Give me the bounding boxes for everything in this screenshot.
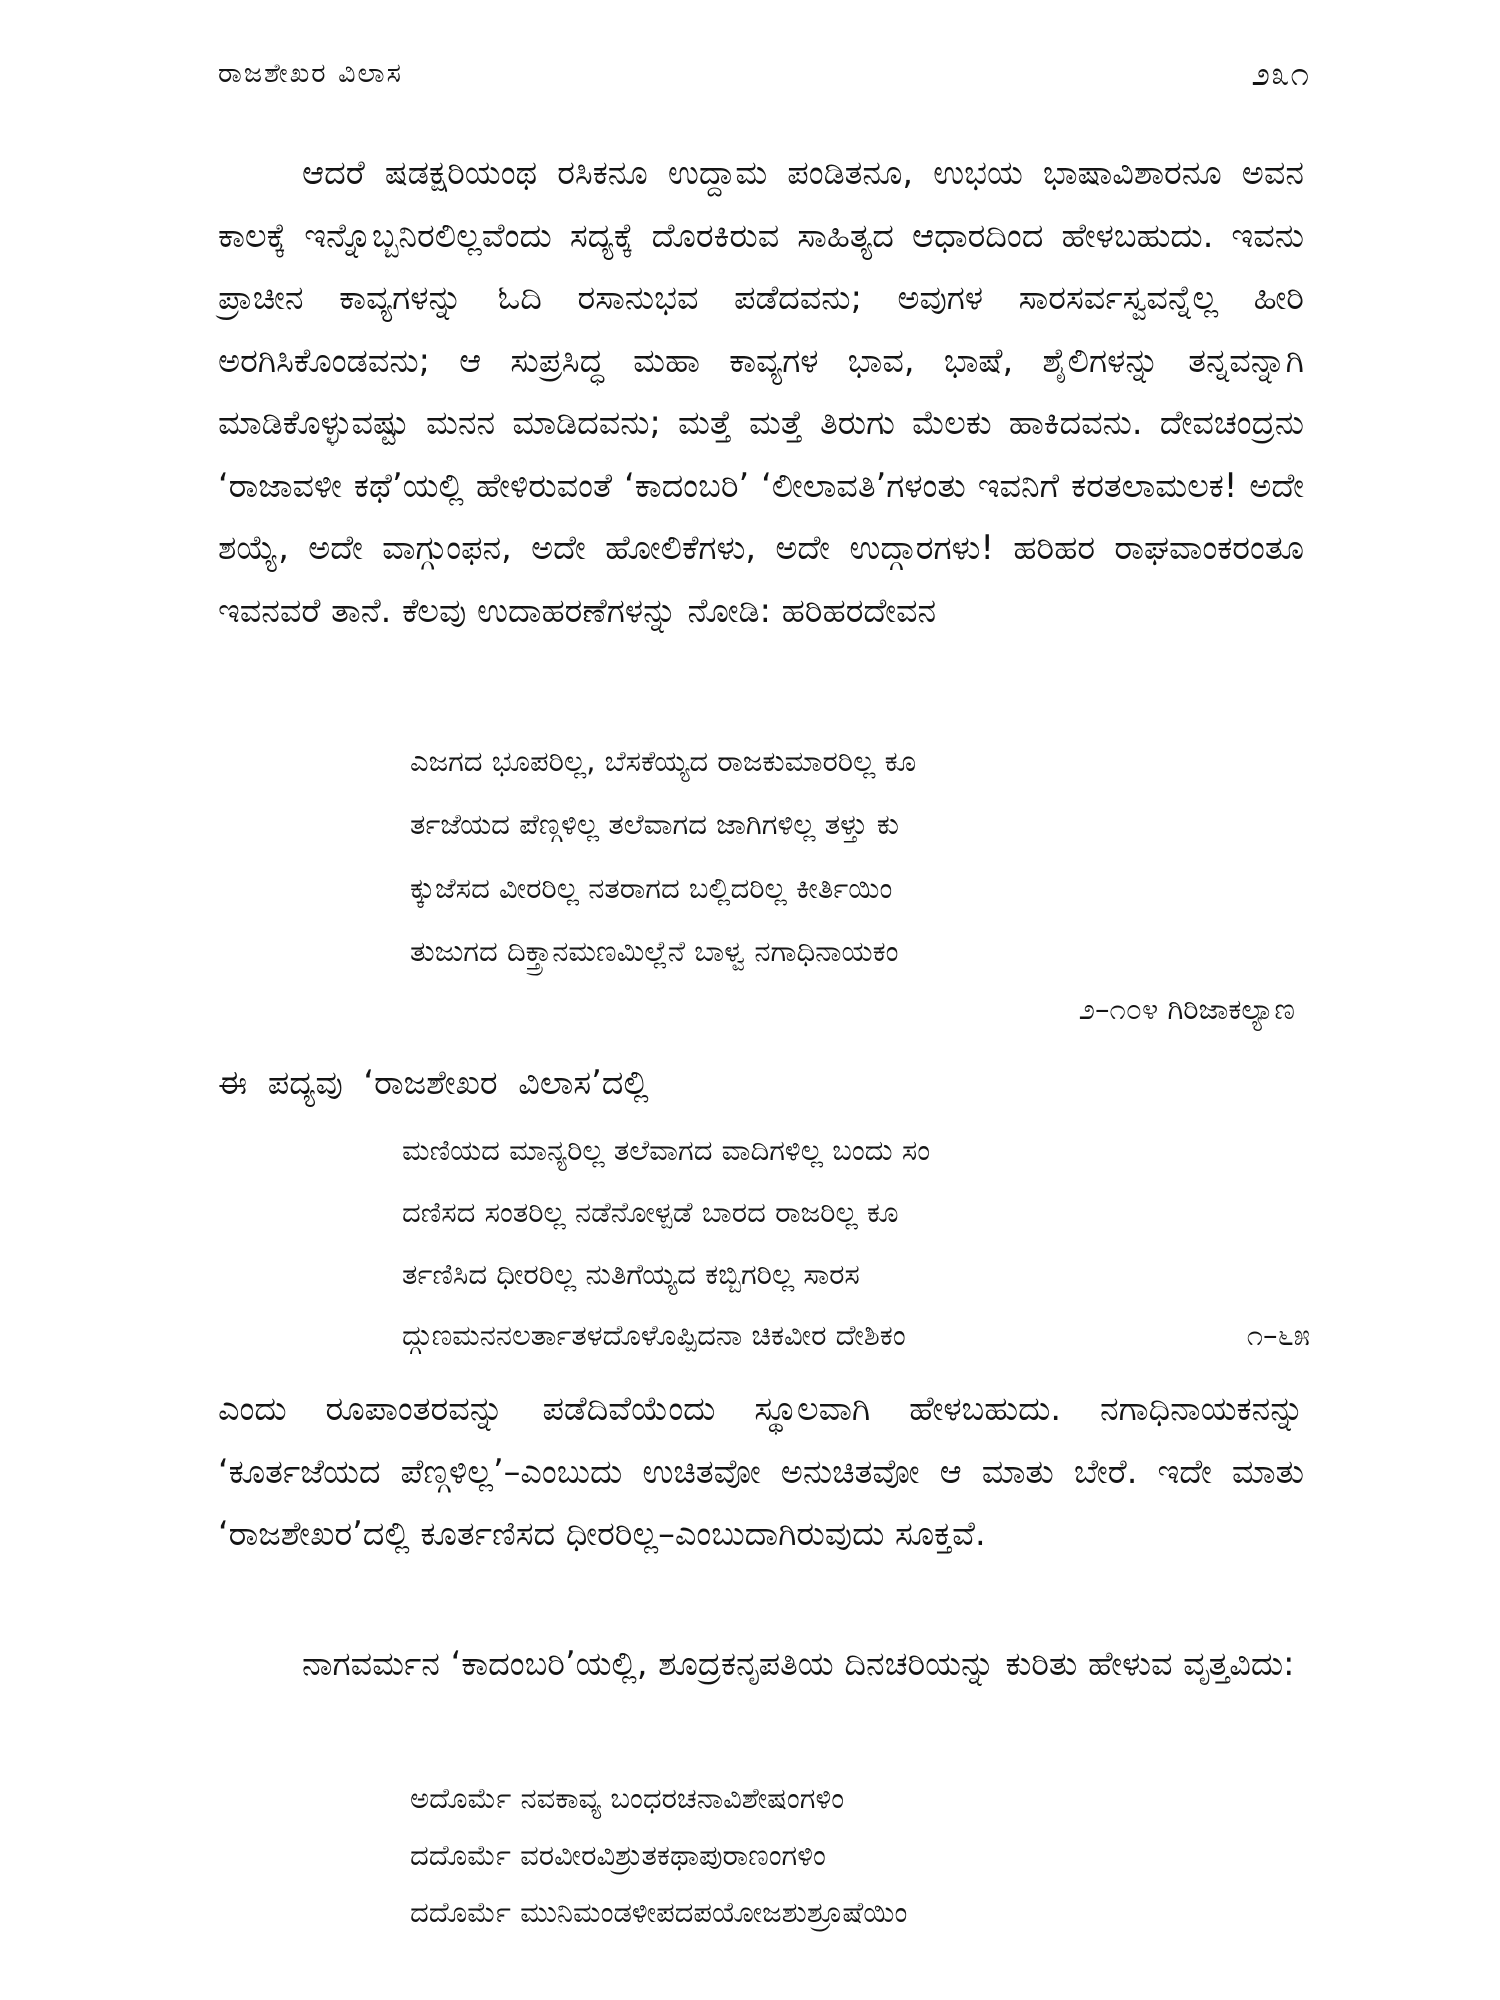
running-title: ರಾಜಶೇಖರ ವಿಲಾಸ [218, 58, 403, 89]
body-paragraph-2: ಎಂದು ರೂಪಾಂತರವನ್ನು ಪಡೆದಿವೆಯೆಂದು ಸ್ಥೂಲವಾಗಿ ಹೇಳಬಹುದು. ನಗಾಧಿನಾಯಕನನ್ನು ‘ಕೂರ್ತಜೆಯದ ಪೆಣ್ಗಳಿಲ್ಲ’–ಎಂಬುದು ಉಚಿತವೋ ಅನುಚಿತವೋ ಆ ಮಾತು ಬೇರೆ. ಇದೇ ಮಾತು ‘ರಾಜಶೇಖರ’ದಲ್ಲಿ ಕೂರ್ತಣಿಸದ ಧೀರರಿಲ್ಲ–ಎಂಬುದಾಗಿರುವುದು ಸೂಕ್ತವೆ. [218, 1389, 1304, 1553]
verse-line: ದಣಿಸದ ಸಂತರಿಲ್ಲ ನಡೆನೋಳ್ಪಡೆ ಬಾರದ ರಾಜರಿಲ್ಲ ಕೂ [402, 1195, 899, 1229]
page-number: ೨೩೧ [1251, 54, 1310, 93]
verse-line: ರ್ತಜೆಯದ ಪೆಣ್ಗಳಿಲ್ಲ ತಲೆವಾಗದ ಜಾಗಿಗಳಿಲ್ಲ ತಳ್ತು ಕು [410, 807, 900, 841]
body-paragraph-3: ನಾಗವರ್ಮನ ‘ಕಾದಂಬರಿ’ಯಲ್ಲಿ, ಶೂದ್ರಕನೃಪತಿಯ ದಿನಚರಿಯನ್ನು ಕುರಿತು ಹೇಳುವ ವೃತ್ತವಿದು: [302, 1644, 1295, 1683]
verse-line: ತುಜುಗದ ದಿಕ್ತ್ರಾನಮಣಮಿಲ್ಲೆನೆ ಬಾಳ್ವ ನಗಾಧಿನಾಯಕಂ [410, 934, 899, 968]
verse-line: ರ್ತಣಿಸಿದ ಧೀರರಿಲ್ಲ ನುತಿಗೆಯ್ಯದ ಕಬ್ಬಿಗರಿಲ್ಲ ಸಾರಸ [402, 1257, 860, 1291]
verse-intro: ಈ ಪದ್ಯವು ‘ರಾಜಶೇಖರ ವಿಲಾಸ’ದಲ್ಲಿ [218, 1063, 649, 1102]
verse-line: ಮಣಿಯದ ಮಾನ್ಯರಿಲ್ಲ ತಲೆವಾಗದ ವಾದಿಗಳಿಲ್ಲ ಬಂದು ಸಂ [402, 1133, 931, 1167]
verse-line: ಅದೊರ್ಮೆ ನವಕಾವ್ಯ ಬಂಧರಚನಾವಿಶೇಷಂಗಳಿಂ [410, 1781, 845, 1815]
verse-line: ಎಜಗದ ಭೂಪರಿಲ್ಲ, ಬೆಸಕೆಯ್ಯದ ರಾಜಕುಮಾರರಿಲ್ಲ ಕೂ [410, 744, 917, 778]
verse-line: ದ್ಗುಣಮನನಲರ್ತಾತಳದೊಳೊಪ್ಪಿದನಾ ಚಿಕವೀರ ದೇಶಿಕಂ [402, 1318, 906, 1352]
verse-line: ದದೊರ್ಮೆ ಮುನಿಮಂಡಳೀಪದಪಯೋಜಶುಶ್ರೂಷೆಯಿಂ [410, 1895, 908, 1929]
page-header [218, 54, 1310, 98]
verse-line: ಕ್ಕುಜೆಸದ ವೀರರಿಲ್ಲ ನತರಾಗದ ಬಲ್ಲಿದರಿಲ್ಲ ಕೀರ್ತಿಯಿಂ [410, 871, 893, 905]
body-paragraph-1: ಆದರೆ ಷಡಕ್ಷರಿಯಂಥ ರಸಿಕನೂ ಉದ್ದಾಮ ಪಂಡಿತನೂ, ಉಭಯ ಭಾಷಾವಿಶಾರನೂ ಅವನ ಕಾಲಕ್ಕೆ ಇನ್ನೊಬ್ಬನಿರಲಿಲ್ಲವೆಂದು ಸದ್ಯಕ್ಕೆ ದೊರಕಿರುವ ಸಾಹಿತ್ಯದ ಆಧಾರದಿಂದ ಹೇಳಬಹುದು. ಇವನು ಪ್ರಾಚೀನ ಕಾವ್ಯಗಳನ್ನು ಓದಿ ರಸಾನುಭವ ಪಡೆದವನು; ಅವುಗಳ ಸಾರಸರ್ವಸ್ವವನ್ನೆಲ್ಲ ಹೀರಿ ಅರಗಿಸಿಕೊಂಡವನು; ಆ ಸುಪ್ರಸಿದ್ಧ ಮಹಾ ಕಾವ್ಯಗಳ ಭಾವ, ಭಾಷೆ, ಶೈಲಿಗಳನ್ನು ತನ್ನವನ್ನಾಗಿ ಮಾಡಿಕೊಳ್ಳುವಷ್ಟು ಮನನ ಮಾಡಿದವನು; ಮತ್ತೆ ಮತ್ತೆ ತಿರುಗು ಮೆಲಕು ಹಾಕಿದವನು. ದೇವಚಂದ್ರನು ‘ರಾಜಾವಳೀ ಕಥೆ’ಯಲ್ಲಿ ಹೇಳಿರುವಂತೆ ‘ಕಾದಂಬರಿ’ ‘ಲೀಲಾವತಿ’ಗಳಂತು ಇವನಿಗೆ ಕರತಲಾಮಲಕ! ಅದೇ ಶಯ್ಯೆ, ಅದೇ ವಾಗ್ಗುಂಫನ, ಅದೇ ಹೋಲಿಕೆಗಳು, ಅದೇ ಉದ್ಗಾರಗಳು! ಹರಿಹರ ರಾಘವಾಂಕರಂತೂ ಇವನವರೆ ತಾನೆ. ಕೆಲವು ಉದಾಹರಣೆಗಳನ್ನು ನೋಡಿ: ಹರಿಹರದೇವನ [218, 153, 1304, 630]
verse-line: ದದೊರ್ಮೆ ವರವೀರವಿಶ್ರುತಕಥಾಪುರಾಣಂಗಳಿಂ [410, 1838, 826, 1872]
verse-citation: ೨–೧೦೪ ಗಿರಿಜಾಕಲ್ಯಾಣ [1078, 992, 1295, 1026]
verse-citation: ೧–೬೫ [1246, 1318, 1310, 1352]
